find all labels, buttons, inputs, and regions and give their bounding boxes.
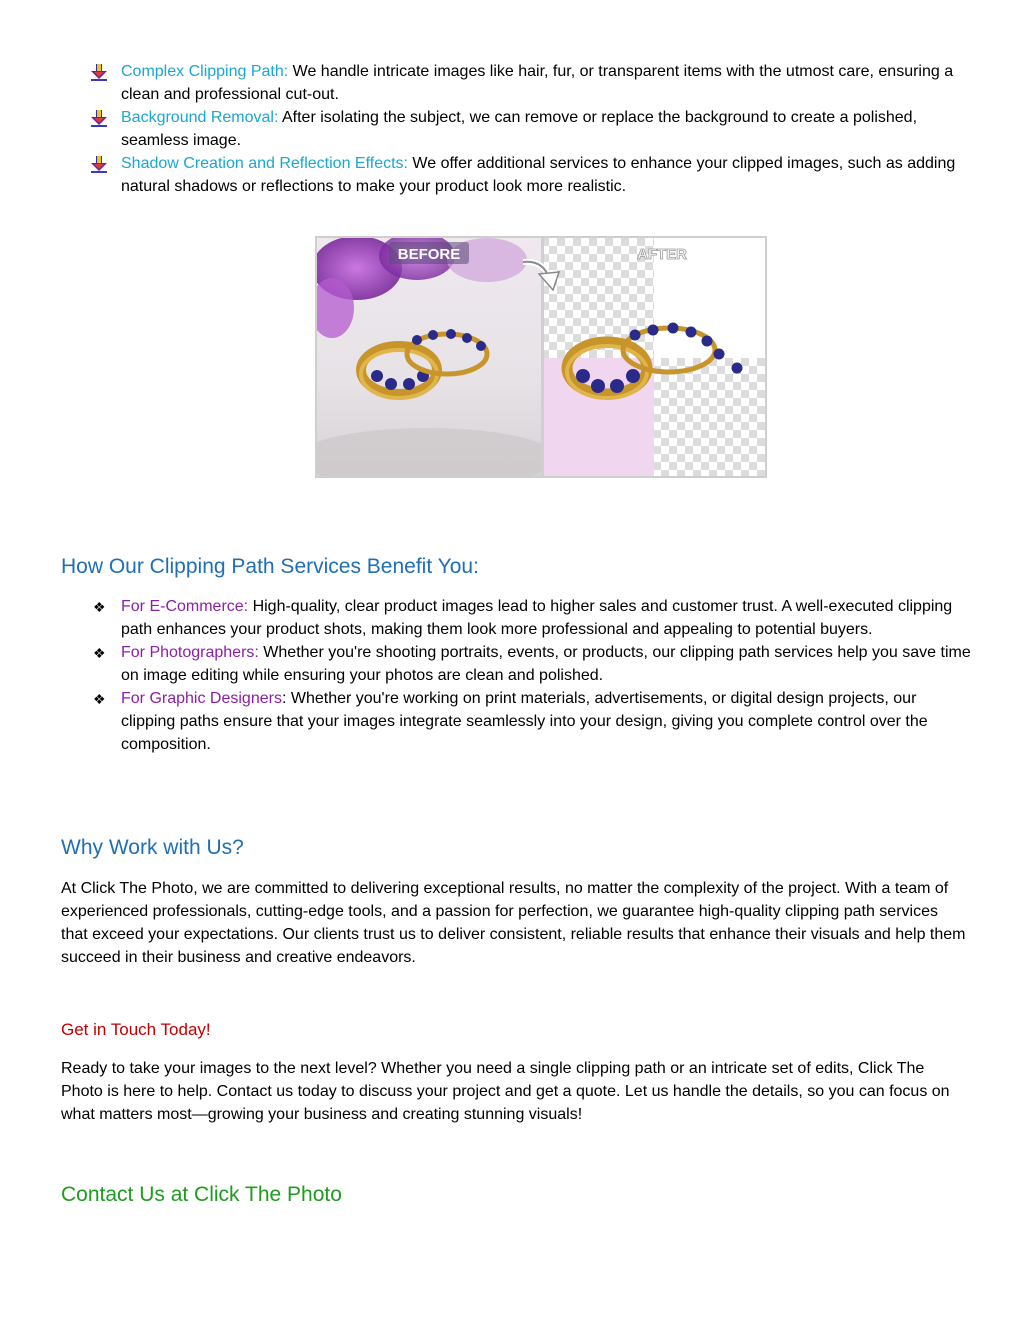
item-lead: For Photographers: bbox=[121, 644, 259, 661]
down-arrow-icon bbox=[90, 155, 108, 173]
four-diamond-icon: ❖ bbox=[93, 645, 106, 661]
list-item bbox=[90, 106, 970, 152]
down-arrow-icon bbox=[90, 109, 108, 127]
item-text: After isolating the subject, we can remove or replace the background to create a polished, seamless image. bbox=[121, 109, 918, 149]
item-lead: Background Removal: bbox=[121, 109, 279, 126]
item-text: We offer additional services to enhance your clipped images, such as adding natural shadows or reflections to make your product look more realistic. bbox=[121, 155, 956, 195]
item-text: : Whether you're working on print materials, advertisements, or digital design projects, our clipping paths ensure that your images integrate seamlessly into your design, giving you complete control over the composition. bbox=[121, 690, 928, 753]
after-label: AFTER bbox=[637, 246, 687, 263]
touch-paragraph: Ready to take your images to the next level? Whether you need a single clipping path or an intricate set of edits, Click The Photo is here to help. Contact us today to discuss your project and get a quote. Let us handle the details, so you can focus on what matters most—growing your business and creating stunning visuals! bbox=[61, 1060, 950, 1123]
item-lead: For Graphic Designers bbox=[121, 690, 282, 707]
contact-heading: Contact Us at Click The Photo bbox=[61, 1183, 342, 1206]
before-label: BEFORE bbox=[397, 246, 461, 263]
item-lead: For E-Commerce: bbox=[121, 598, 249, 615]
touch-heading: Get in Touch Today! bbox=[61, 1020, 211, 1039]
why-paragraph: At Click The Photo, we are committed to delivering exceptional results, no matter the complexity of the project. With a team of experienced professionals, cutting-edge tools, and a passion for perfection, we guarantee high-quality clipping path services that exceed your expectations. Our clients trust us to deliver consistent, reliable results that enhance their visuals and help them succeed in their business and creative endeavors. bbox=[61, 880, 966, 966]
list-item bbox=[90, 152, 970, 198]
list-item bbox=[93, 595, 973, 641]
four-diamond-icon: ❖ bbox=[93, 691, 106, 707]
down-arrow-icon bbox=[90, 63, 108, 81]
list-item bbox=[93, 641, 973, 687]
why-heading: Why Work with Us? bbox=[61, 836, 244, 859]
benefits-heading: How Our Clipping Path Services Benefit You: bbox=[61, 555, 479, 578]
four-diamond-icon: ❖ bbox=[93, 599, 106, 615]
item-text: High-quality, clear product images lead to higher sales and customer trust. A well-executed clipping path enhances your product shots, making them look more professional and appealing to potential buyers. bbox=[121, 598, 953, 638]
before-after-image bbox=[315, 236, 767, 478]
item-lead: Complex Clipping Path: bbox=[121, 63, 289, 80]
item-lead: Shadow Creation and Reflection Effects: bbox=[121, 155, 408, 172]
list-item bbox=[93, 687, 973, 756]
before-panel bbox=[317, 238, 557, 476]
before-after-illustration bbox=[317, 238, 765, 476]
services-list bbox=[90, 60, 970, 198]
item-text: We handle intricate images like hair, fur, or transparent items with the utmost care, ensuring a clean and professional cut-out. bbox=[121, 63, 954, 103]
after-panel bbox=[544, 238, 765, 476]
list-item bbox=[90, 60, 970, 106]
benefits-list bbox=[93, 595, 973, 756]
item-text: Whether you're shooting portraits, events, or products, our clipping path services help you save time on image editing while ensuring your photos are clean and polished. bbox=[121, 644, 971, 684]
